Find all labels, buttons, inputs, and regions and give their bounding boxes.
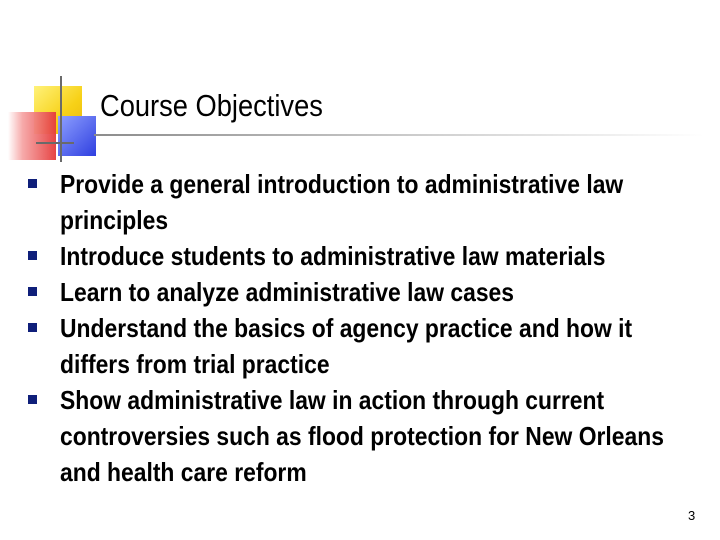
- bullet-text: Understand the basics of agency practice and how it differs from trial practice: [60, 313, 633, 379]
- list-item: [28, 166, 718, 238]
- bullet-text: Show administrative law in action through current controversies such as flood protection for New Orleans and health care reform: [60, 385, 664, 487]
- horizontal-line-decoration: [36, 142, 74, 144]
- bullet-marker-icon: [28, 323, 37, 332]
- blue-square-decoration: [58, 116, 96, 156]
- page-number: 3: [688, 508, 696, 523]
- list-item: [28, 274, 718, 310]
- bullet-marker-icon: [28, 287, 37, 296]
- bullet-marker-icon: [28, 251, 37, 260]
- title-underline: [94, 134, 704, 136]
- list-item: [28, 382, 718, 490]
- vertical-line-decoration: [60, 76, 62, 162]
- slide-title: Course Objectives: [100, 88, 323, 123]
- objectives-list: [28, 166, 718, 490]
- title-decoration: [0, 0, 110, 170]
- bullet-text: Provide a general introduction to administrative law principles: [60, 169, 624, 235]
- list-item: [28, 310, 718, 382]
- bullet-marker-icon: [28, 395, 37, 404]
- red-square-decoration: [8, 112, 56, 160]
- list-item: [28, 238, 718, 274]
- bullet-text: Introduce students to administrative law materials: [60, 241, 606, 271]
- bullet-text: Learn to analyze administrative law cases: [60, 277, 514, 307]
- bullet-marker-icon: [28, 179, 37, 188]
